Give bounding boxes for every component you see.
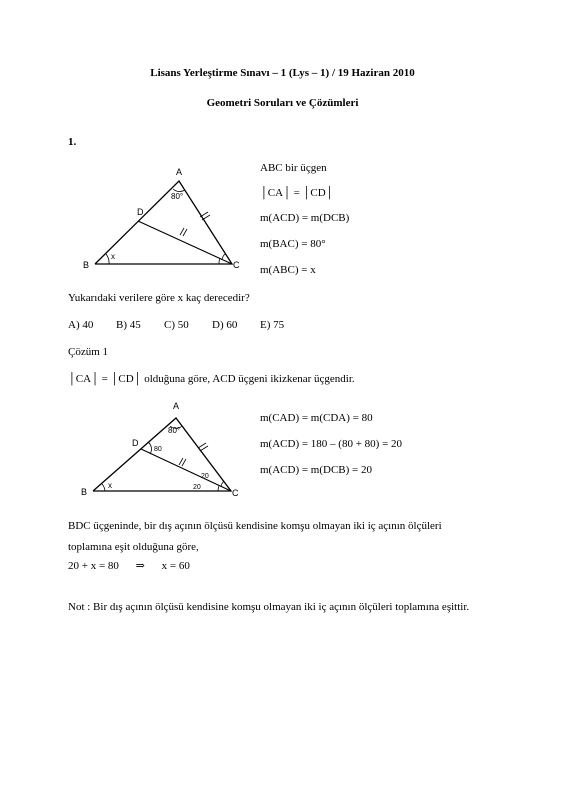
question-triangle-figure	[82, 160, 242, 275]
option-c: C) 50	[164, 319, 189, 331]
solution-triangle-figure	[80, 396, 240, 500]
given-2: │CA│ = │CD│	[260, 187, 334, 199]
vertex-d-label: D	[137, 207, 144, 217]
vertex-d-label: D	[132, 438, 139, 448]
vertex-c-label: C	[233, 260, 240, 270]
solution-step-2: m(ACD) = 180 – (80 + 80) = 20	[260, 438, 403, 450]
question-prompt: Yukarıdaki verilere göre x kaç derecedir?	[68, 292, 250, 304]
angle-b-label: x	[108, 481, 112, 490]
solution-note: Not : Bir dış açının ölçüsü kendisine komşu olmayan iki iç açının ölçüleri toplamına eşittir.	[68, 601, 470, 613]
equation-left: 20 + x = 80	[68, 560, 119, 572]
vertex-b-label: B	[81, 487, 88, 497]
solution-paragraph-line-2: toplamına eşit olduğuna göre,	[68, 541, 199, 553]
angle-a-label: 80°	[168, 426, 181, 435]
angle-c2-label: 20	[193, 484, 201, 491]
vertex-c-label: C	[232, 488, 239, 498]
given-5: m(ABC) = x	[260, 264, 316, 276]
given-3: m(ACD) = m(DCB)	[260, 212, 350, 224]
solution-step-3: m(ACD) = m(DCB) = 20	[260, 464, 373, 476]
angle-b-label: x	[111, 252, 115, 261]
vertex-b-label: B	[83, 260, 90, 270]
solution-paragraph-line-1: BDC üçgeninde, bir dış açının ölçüsü kendisine komşu olmayan iki iç açının ölçüleri	[68, 520, 442, 532]
angle-c1-label: 20	[201, 473, 209, 480]
option-a: A) 40	[68, 319, 94, 331]
answer-options	[68, 319, 284, 332]
solution-equation	[68, 560, 190, 573]
option-b: B) 45	[116, 319, 141, 331]
equation-right: x = 60	[161, 560, 190, 572]
implies-arrow-icon: ⇒	[135, 560, 145, 572]
angle-d-label: 80	[154, 446, 162, 453]
vertex-a-label: A	[176, 167, 183, 177]
solution-step-1: m(CAD) = m(CDA) = 80	[260, 412, 373, 424]
option-d: D) 60	[212, 319, 238, 331]
given-1: ABC bir üçgen	[260, 162, 327, 174]
document-title: Lisans Yerleştirme Sınavı – 1 (Lys – 1) / 19 Haziran 2010	[150, 67, 415, 79]
angle-a-label: 80°	[171, 192, 184, 201]
solution-intro: │CA│ = │CD│ olduğuna göre, ACD üçgeni ikizkenar üçgendir.	[68, 373, 355, 385]
document-subtitle: Geometri Soruları ve Çözümleri	[206, 97, 359, 109]
question-number: 1.	[68, 136, 77, 148]
vertex-a-label: A	[173, 401, 180, 411]
option-e: E) 75	[260, 319, 285, 331]
given-4: m(BAC) = 80°	[260, 238, 326, 250]
solution-heading: Çözüm 1	[68, 346, 109, 358]
